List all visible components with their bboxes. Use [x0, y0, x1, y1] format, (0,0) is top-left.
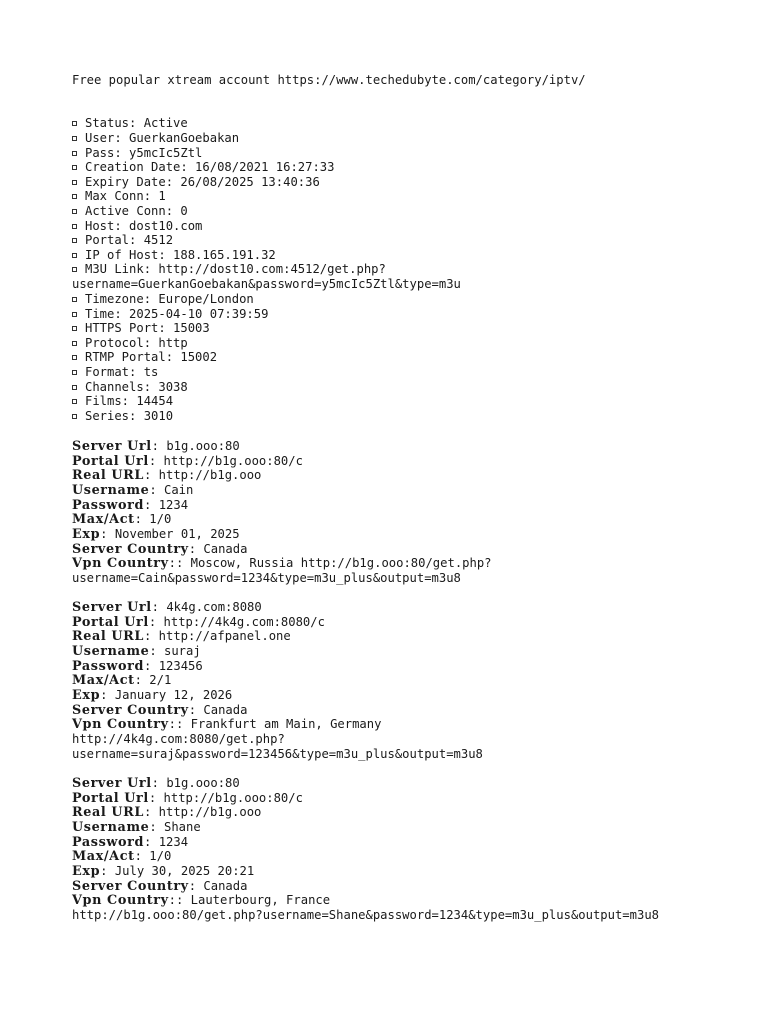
server-country-row: Server Country: Canada: [72, 878, 248, 894]
vpn-country-row: Vpn Country:: Lauterbourg, France: [72, 893, 331, 908]
list-item: Time: 2025-04-10 07:39:59: [72, 307, 268, 322]
list-item: Portal: 4512: [72, 233, 173, 248]
server-url-row: Server Url: b1g.ooo:80: [72, 439, 240, 454]
square-bullet-icon: [72, 165, 77, 170]
list-item: IP of Host: 188.165.191.32: [72, 248, 276, 263]
exp-row: Exp: January 12, 2026: [72, 688, 233, 703]
square-bullet-icon: [72, 121, 77, 126]
list-item: Status: Active: [72, 116, 188, 131]
list-item: Active Conn: 0: [72, 204, 188, 219]
square-bullet-icon: [72, 326, 77, 331]
list-item: Creation Date: 16/08/2021 16:27:33: [72, 160, 334, 175]
list-item: User: GuerkanGoebakan: [72, 131, 239, 146]
exp-row: Exp: July 30, 2025 20:21: [72, 864, 255, 879]
m3u-link-continuation: username=GuerkanGoebakan&password=y5mcIc5Ztl&type=m3u: [72, 277, 461, 291]
server-url-row: Server Url: 4k4g.com:8080: [72, 600, 262, 615]
list-item: Expiry Date: 26/08/2025 13:40:36: [72, 175, 320, 190]
real-url-row: Real URL: http://b1g.ooo: [72, 468, 262, 483]
list-item: Pass: y5mcIc5Ztl: [72, 146, 202, 161]
list-item: Format: ts: [72, 365, 158, 380]
password-row: Password: 1234: [72, 834, 189, 850]
list-item: Protocol: http: [72, 336, 188, 351]
list-item: HTTPS Port: 15003: [72, 321, 210, 336]
square-bullet-icon: [72, 341, 77, 346]
list-item: Host: dost10.com: [72, 219, 202, 234]
playlist-link: http://b1g.ooo:80/get.php?username=Shane&password=1234&type=m3u_plus&output=m3u8: [72, 908, 659, 922]
username-row: Username: Shane: [72, 820, 201, 835]
max-act-row: Max/Act: 1/0: [72, 849, 172, 864]
square-bullet-icon: [72, 267, 77, 272]
portal-url-row: Portal Url: http://b1g.ooo:80/c: [72, 453, 303, 469]
square-bullet-icon: [72, 151, 77, 156]
password-row: Password: 1234: [72, 497, 189, 513]
square-bullet-icon: [72, 224, 77, 229]
square-bullet-icon: [72, 209, 77, 214]
square-bullet-icon: [72, 180, 77, 185]
square-bullet-icon: [72, 355, 77, 360]
server-url-row: Server Url: b1g.ooo:80: [72, 776, 240, 791]
list-item: M3U Link: http://dost10.com:4512/get.php?: [72, 262, 386, 277]
square-bullet-icon: [72, 238, 77, 243]
portal-url-row: Portal Url: http://b1g.ooo:80/c: [72, 790, 303, 806]
playlist-link: http://4k4g.com:8080/get.php?: [72, 732, 285, 746]
playlist-link: username=Cain&password=1234&type=m3u_plus&output=m3u8: [72, 571, 461, 585]
exp-row: Exp: November 01, 2025: [72, 527, 240, 542]
square-bullet-icon: [72, 312, 77, 317]
list-item: Timezone: Europe/London: [72, 292, 254, 307]
server-country-row: Server Country: Canada: [72, 702, 248, 718]
square-bullet-icon: [72, 399, 77, 404]
square-bullet-icon: [72, 414, 77, 419]
square-bullet-icon: [72, 194, 77, 199]
vpn-country-row: Vpn Country:: Frankfurt am Main, Germany: [72, 717, 382, 732]
square-bullet-icon: [72, 253, 77, 258]
header-line: Free popular xtream account https://www.techedubyte.com/category/iptv/: [72, 73, 586, 87]
list-item: Series: 3010: [72, 409, 173, 424]
username-row: Username: Cain: [72, 483, 194, 498]
password-row: Password: 123456: [72, 658, 203, 674]
max-act-row: Max/Act: 1/0: [72, 512, 172, 527]
list-item: Channels: 3038: [72, 380, 188, 395]
square-bullet-icon: [72, 297, 77, 302]
square-bullet-icon: [72, 370, 77, 375]
square-bullet-icon: [72, 385, 77, 390]
list-item: Films: 14454: [72, 394, 173, 409]
real-url-row: Real URL: http://b1g.ooo: [72, 805, 262, 820]
portal-url-row: Portal Url: http://4k4g.com:8080/c: [72, 614, 325, 630]
max-act-row: Max/Act: 2/1: [72, 673, 172, 688]
username-row: Username: suraj: [72, 644, 201, 659]
playlist-link: username=suraj&password=123456&type=m3u_plus&output=m3u8: [72, 746, 483, 761]
list-item: Max Conn: 1: [72, 189, 166, 204]
square-bullet-icon: [72, 136, 77, 141]
list-item: RTMP Portal: 15002: [72, 350, 217, 365]
server-country-row: Server Country: Canada: [72, 541, 248, 557]
real-url-row: Real URL: http://afpanel.one: [72, 629, 291, 644]
vpn-country-row: Vpn Country:: Moscow, Russia http://b1g.ooo:80/get.php?: [72, 556, 492, 571]
